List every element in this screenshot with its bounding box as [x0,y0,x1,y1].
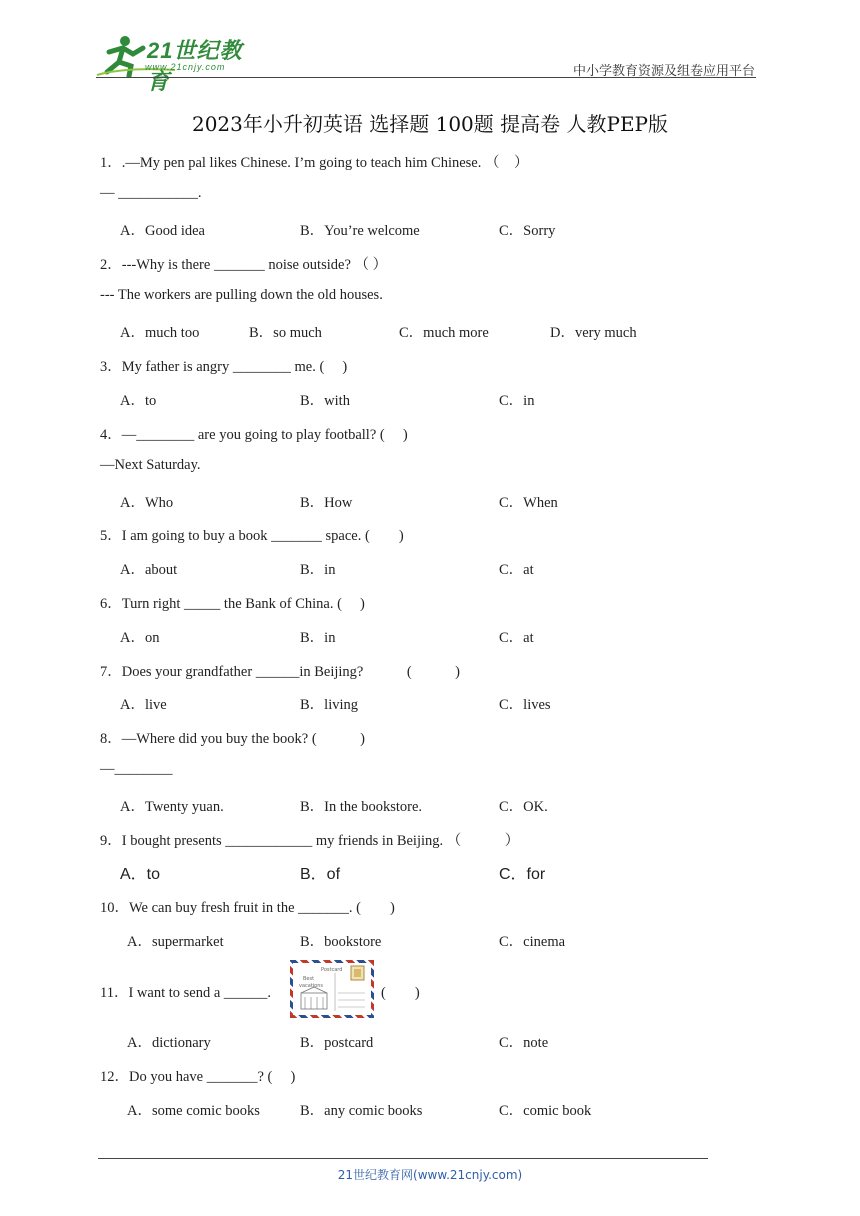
site-logo [95,34,265,94]
question-1-option-b[interactable]: B．You’re welcome [300,223,420,239]
question-7-text: 7．Does your grandfather ______in Beijing? ( ) [100,664,461,680]
question-1-option-c[interactable]: C．Sorry [499,223,556,239]
postcard-text-2: vacations [299,983,324,989]
question-2-text: 2．---Why is there _______ noise outside? （ ） [100,257,388,273]
question-6-option-c[interactable]: C．at [499,630,534,646]
question-8-answer-line: —________ [100,761,173,777]
question-9-option-a[interactable]: A．to [120,866,161,883]
question-4-option-b[interactable]: B．How [300,495,353,511]
question-11-text: 11．I want to send a ______. [100,985,272,1001]
question-2-option-c[interactable]: C．much more [399,325,489,341]
question-11-option-a[interactable]: A．dictionary [127,1035,211,1051]
question-5-text: 5．I am going to buy a book _______ space. ( ) [100,528,404,544]
question-12-text: 12．Do you have _______? ( ) [100,1069,296,1085]
question-8-option-b[interactable]: B．In the bookstore. [300,799,423,815]
question-1-text: 1．.—My pen pal likes Chinese. I’m going to teach him Chinese. （ ） [100,155,529,171]
question-10-option-c[interactable]: C．cinema [499,934,566,950]
question-5-option-b[interactable]: B．in [300,562,336,578]
footer-link[interactable]: 21世纪教育网(www.21cnjy.com) [337,1168,523,1182]
question-1-answer-line: — ___________. [100,185,202,201]
question-11-option-c[interactable]: C．note [499,1035,549,1051]
question-3-text: 3．My father is angry ________ me. ( ) [100,359,348,375]
question-2-answer-line: --- The workers are pulling down the old houses. [100,287,383,303]
question-10-text: 10．We can buy fresh fruit in the _______. ( ) [100,900,395,916]
header-divider [96,77,756,78]
question-8-option-a[interactable]: A．Twenty yuan. [120,799,224,815]
question-6-option-b[interactable]: B．in [300,630,336,646]
question-5-option-a[interactable]: A．about [120,562,178,578]
question-11-bracket: ( ) [381,985,420,1001]
postcard-heading: Postcard [321,967,343,973]
question-2-option-b[interactable]: B．so much [249,325,322,341]
postcard-text-1: Best [303,976,315,982]
question-7-option-b[interactable]: B．living [300,697,359,713]
question-6-option-a[interactable]: A．on [120,630,160,646]
question-3-option-a[interactable]: A．to [120,393,157,409]
postcard-image [290,960,374,1018]
question-10-option-b[interactable]: B．bookstore [300,934,382,950]
question-12-option-a[interactable]: A．some comic books [127,1103,260,1119]
question-1-option-a[interactable]: A．Good idea [120,223,205,239]
question-3-option-c[interactable]: C．in [499,393,535,409]
question-5-option-c[interactable]: C．at [499,562,534,578]
postcard-illustration-icon [293,963,371,1015]
question-10-option-a[interactable]: A．supermarket [127,934,224,950]
question-11-option-b[interactable]: B．postcard [300,1035,374,1051]
question-2-option-d[interactable]: D．very much [550,325,637,341]
page-header [0,0,860,94]
question-12-option-c[interactable]: C．comic book [499,1103,592,1119]
question-9-option-c[interactable]: C．for [499,866,546,883]
footer-divider [98,1158,708,1159]
question-2-option-a[interactable]: A．much too [120,325,200,341]
question-8-text: 8．—Where did you buy the book? ( ) [100,731,365,747]
question-7-option-a[interactable]: A．live [120,697,167,713]
question-9-option-b[interactable]: B．of [300,866,341,883]
question-6-text: 6．Turn right _____ the Bank of China. ( ) [100,596,365,612]
logo-text: 21世纪教育 [147,38,243,94]
question-12-option-b[interactable]: B．any comic books [300,1103,423,1119]
question-7-option-c[interactable]: C．lives [499,697,551,713]
question-9-text: 9．I bought presents ____________ my friends in Beijing. （ ） [100,833,520,849]
question-4-option-c[interactable]: C．When [499,495,558,511]
page-title: 2023年小升初英语 选择题 100题 提高卷 人教PEP版 [191,112,668,136]
question-4-text: 4．—________ are you going to play football? ( ) [100,427,408,443]
question-8-option-c[interactable]: C．OK. [499,799,548,815]
header-platform-text: 中小学教育资源及组卷应用平台 [572,64,755,79]
question-4-option-a[interactable]: A．Who [120,495,174,511]
question-3-option-b[interactable]: B．with [300,393,350,409]
logo-url: www.21cnjy.com [145,62,226,72]
question-4-answer-line: —Next Saturday. [100,457,201,473]
